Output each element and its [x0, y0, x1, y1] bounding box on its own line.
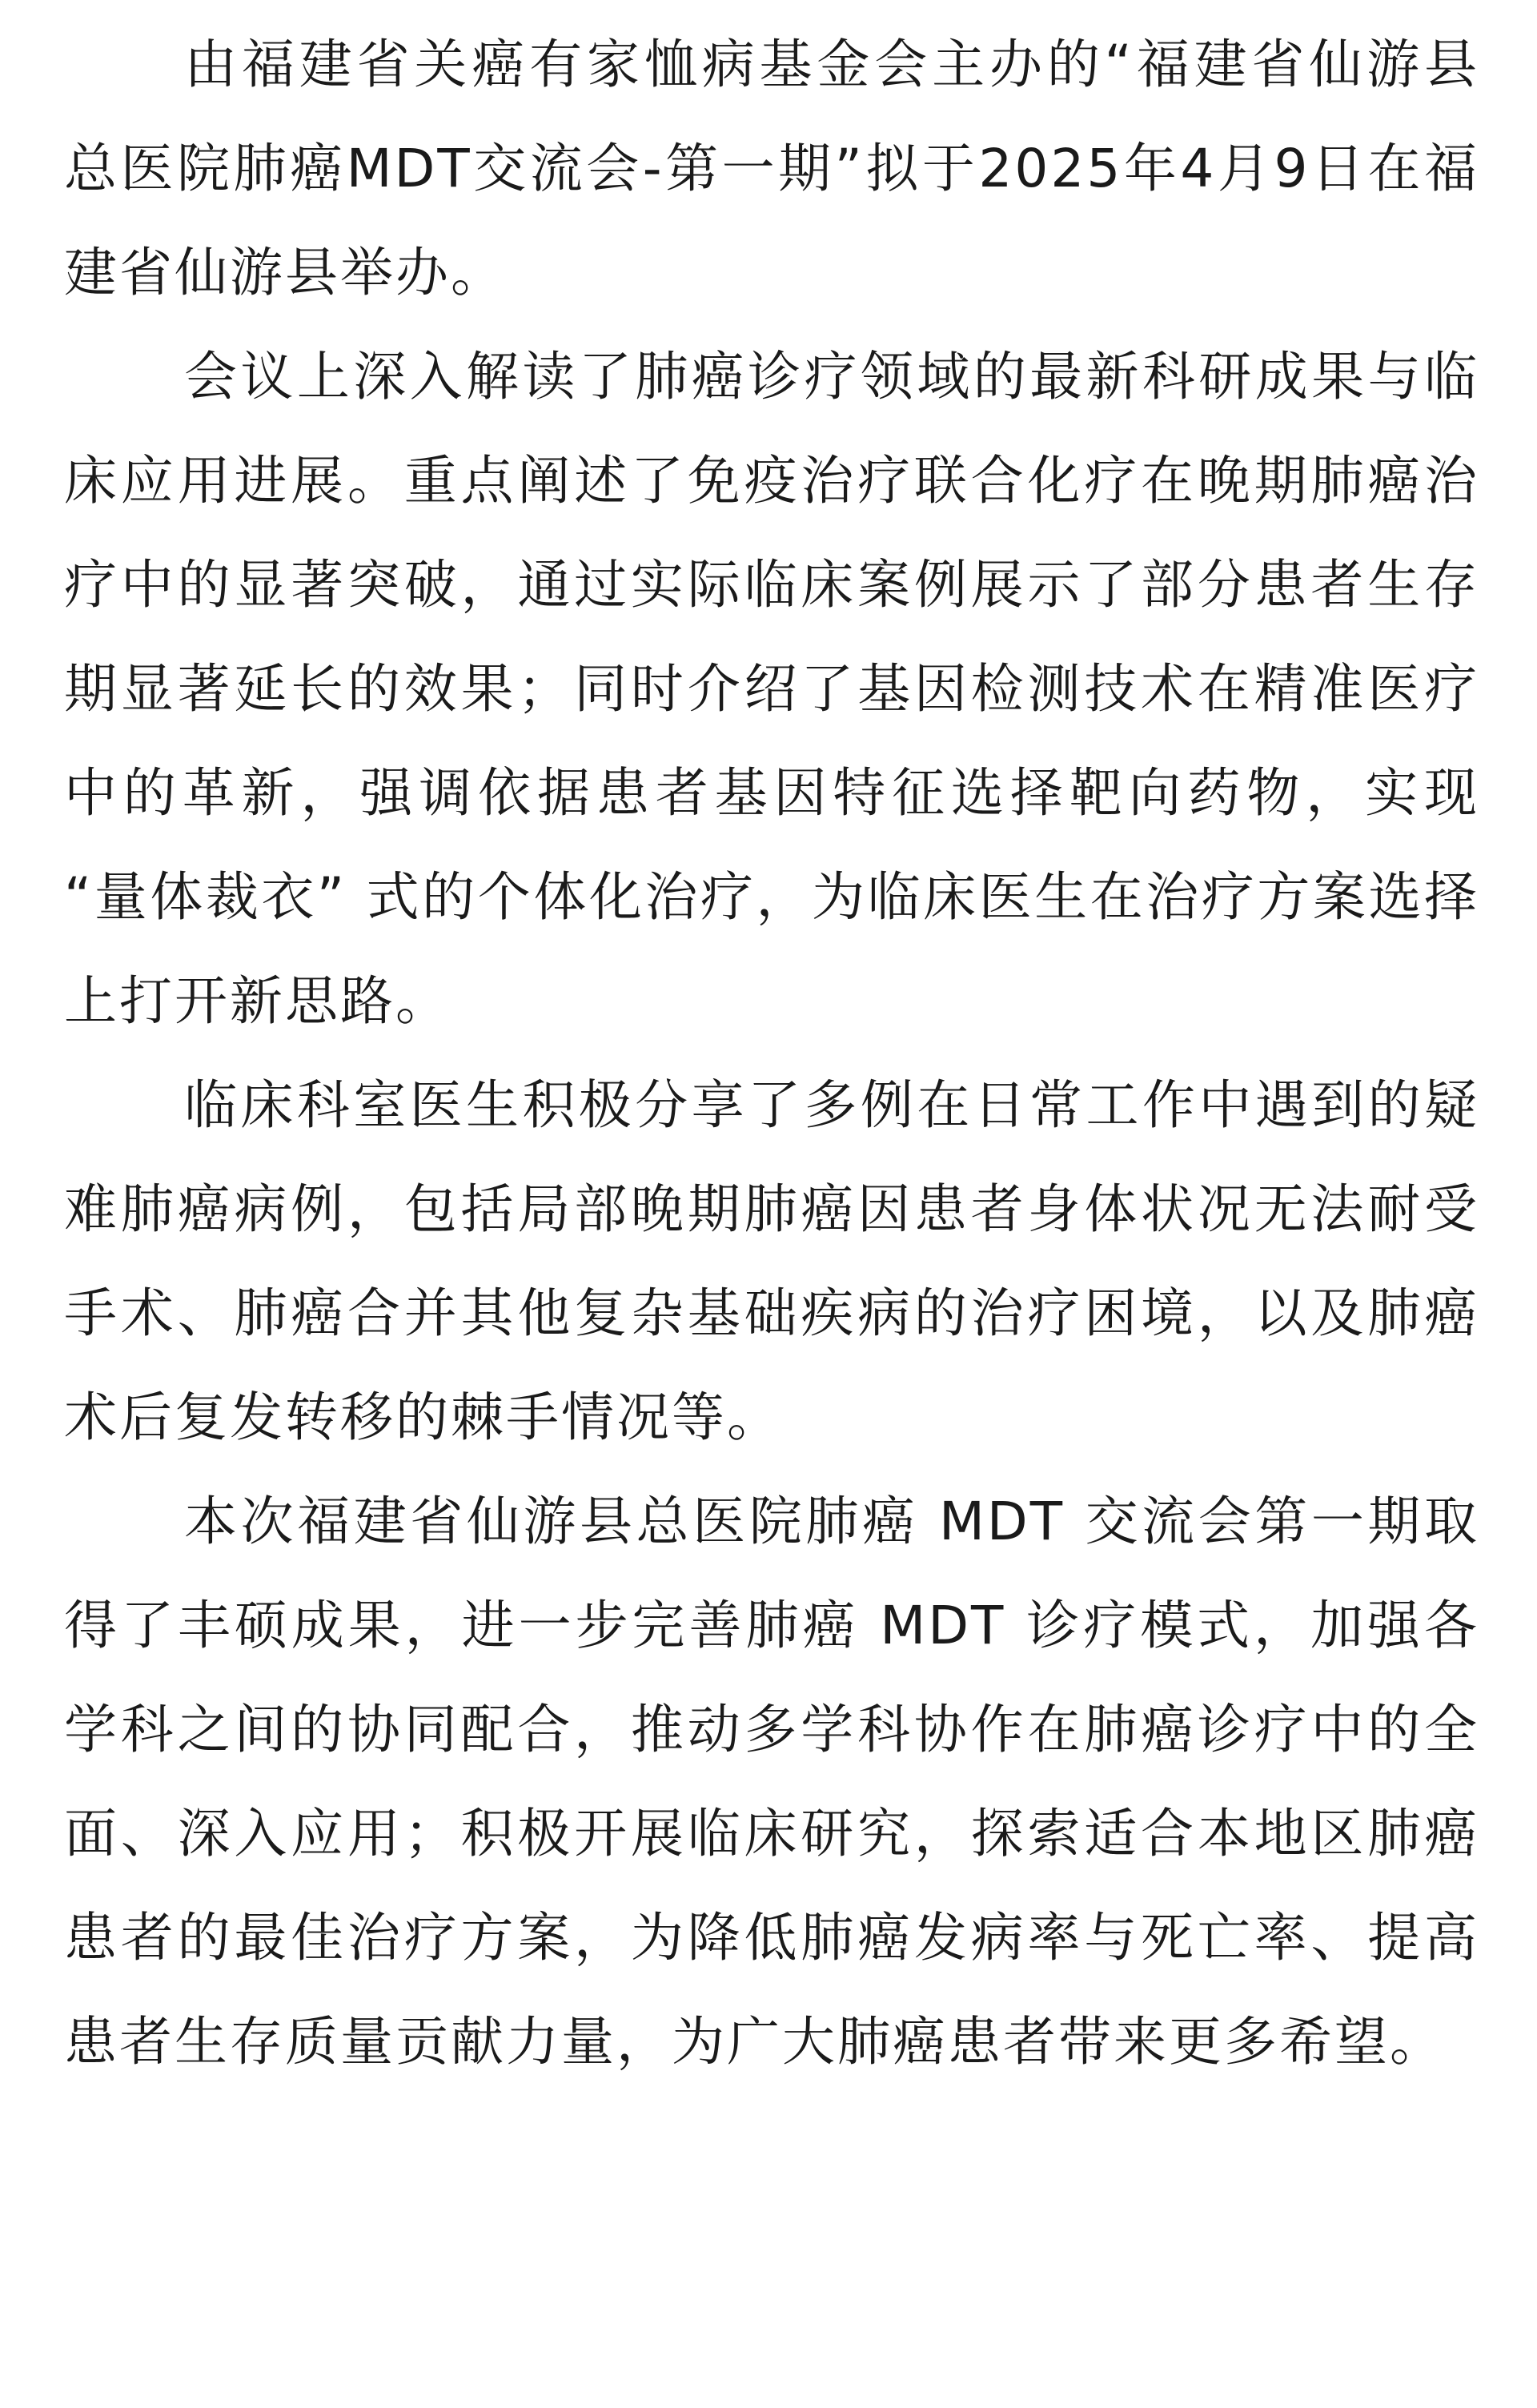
- article-body: [64, 0, 1479, 2094]
- paragraph-conclusion: 本次福建省仙游县总医院肺癌 MDT 交流会第一期取得了丰硕成果，进一步完善肺癌 MDT 诊疗模式，加强各学科之间的协同配合，推动多学科协作在肺癌诊疗中的全面、深入应用；积极开展临床研究，探索适合本地区肺癌患者的最佳治疗方案，为降低肺癌发病率与死亡率、提高患者生存质量贡献力量，为广大肺癌患者带来更多希望。: [64, 1491, 1479, 2073]
- paragraph-event-announcement: 由福建省关癌有家恤病基金会主办的“福建省仙游县总医院肺癌MDT交流会-第一期”拟于2025年4月9日在福建省仙游县举办。: [64, 34, 1479, 303]
- paragraph-case-sharing: 临床科室医生积极分享了多例在日常工作中遇到的疑难肺癌病例，包括局部晚期肺癌因患者身体状况无法耐受手术、肺癌合并其他复杂基础疾病的治疗困境，以及肺癌术后复发转移的棘手情况等。: [64, 1074, 1479, 1448]
- paragraph-research-highlights: 会议上深入解读了肺癌诊疗领域的最新科研成果与临床应用进展。重点阐述了免疫治疗联合化疗在晚期肺癌治疗中的显著突破，通过实际临床案例展示了部分患者生存期显著延长的效果；同时介绍了基因检测技术在精准医疗中的革新，强调依据患者基因特征选择靶向药物，实现 “量体裁衣” 式的个体化治疗，为临床医生在治疗方案选择上打开新思路。: [64, 346, 1479, 1032]
